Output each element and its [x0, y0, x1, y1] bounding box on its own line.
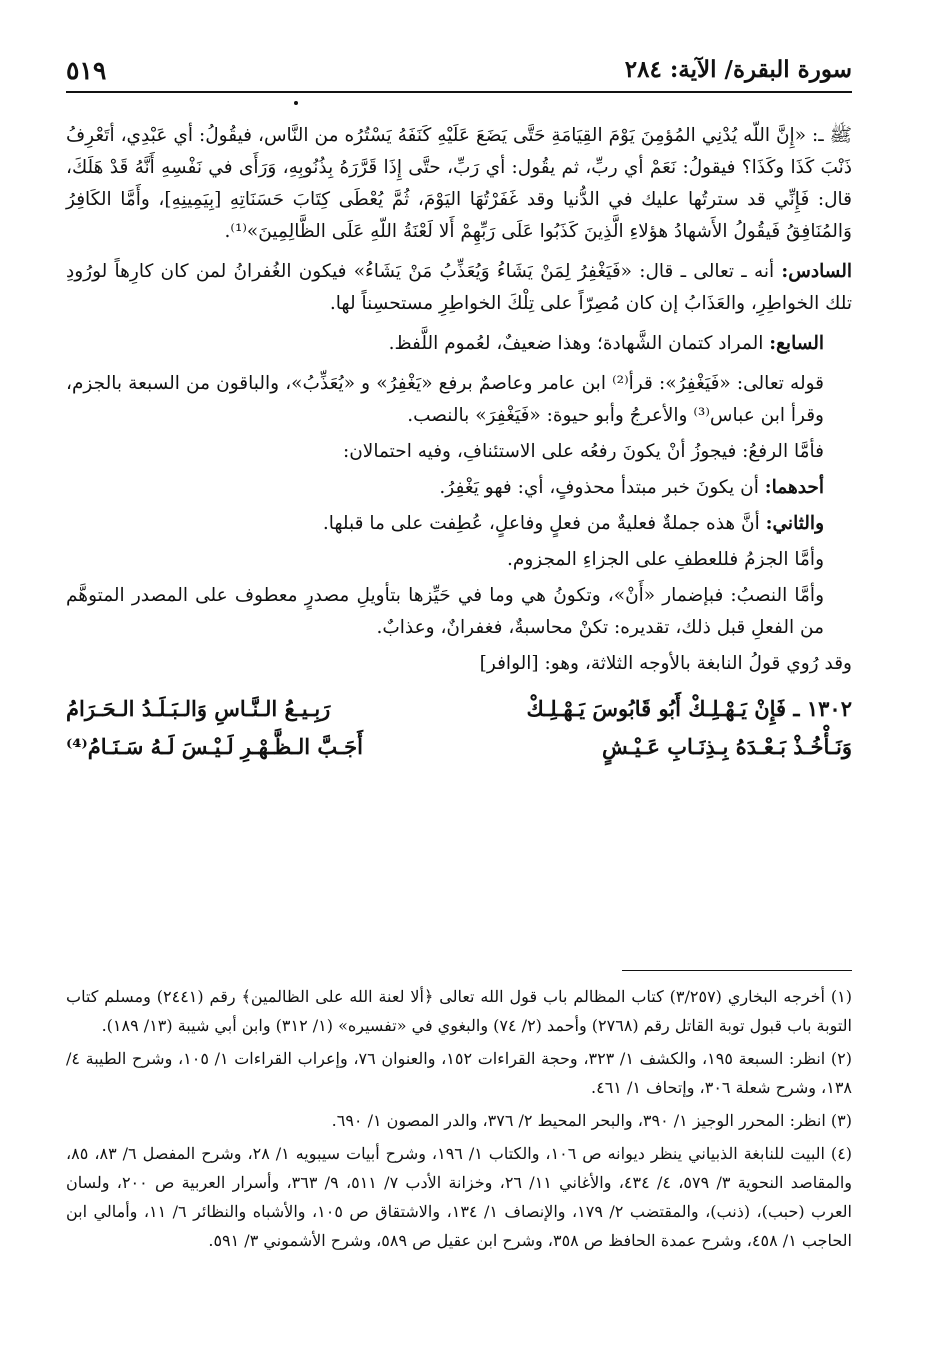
page-number: ٥١٩ — [66, 56, 107, 85]
paragraph-second — [66, 508, 852, 540]
paragraph-nasb: وأمَّا النصبُ: فبإضمار «أَنْ»، وتكونُ هي وما في حَيِّزها بتأويلِ مصدرٍ معطوف على المصدر المتوهَّم من الفعلِ قبل ذلك، تقديره: تكنْ محاسبةٌ، فغفرانٌ، وعذابٌ. — [66, 585, 824, 638]
decorative-dot — [294, 101, 298, 105]
paragraph-raf: فأمَّا الرفعُ: فيجوزُ أنْ يكونَ رفعُه على الاستئنافِ، وفيه احتمالان: — [342, 441, 824, 462]
footnote: (٣) انظر: المحرر الوجيز ١/ ٣٩٠، والبحر المحيط ٢/ ٣٧٦، والدر المصون ١/ ٦٩٠. — [331, 1111, 852, 1130]
paragraph-body: أنه ـ تعالى ـ قال: «فَيَغْفِرُ لِمَنْ يَشَاءُ وَيُعَذِّبُ مَنْ يَشَاءُ» فيكون الغُفرانُ لمن كان كارِهاً لورُودِ تلك الخواطِرِ، والعَذَابُ إن كان مُصِرّاً على تِلْكَ الخواطِرِ مستحسِناً لها. — [66, 261, 852, 314]
paragraph-lead: السابع: — [769, 333, 824, 354]
verse-first-hemistich: ١٣٠٢ ـ فَإِنْ يَـهْـلِـكْ أَبُو قَابُوسَ يَـهْـلِـكْ — [526, 696, 852, 721]
verse-first-hemistich: وَنَـأْخُـذْ بَـعْـدَهُ بِـذِنَـابِ عَـيْـشٍ — [601, 734, 852, 759]
verse-second-hemistich: أَجَـبَّ الـظَّـهْـرِ لَـيْـسَ لَـهُ سَـنَـامُ⁽⁴⁾ — [66, 734, 363, 759]
paragraph-lead: أحدهما: — [764, 477, 824, 498]
footnote-rule — [622, 970, 852, 971]
footnote: (٢) انظر: السبعة ١٩٥، والكشف ١/ ٣٢٣، وحجة القراءات ١٥٢، والعنوان ٧٦، وإعراب القراءات ١/ ١٠٥، وشرح الطيبة ٤/ ١٣٨، وشرح شعلة ٣٠٦، وإتحاف ١/ ٤٦١. — [66, 1049, 852, 1097]
footnotes — [66, 982, 852, 1259]
verse-line — [66, 728, 852, 766]
verse-second-hemistich: رَبِـيـعُ الـنَّـاسِ وَالـبَـلَـدُ الـحَـرَامُ — [66, 696, 331, 721]
paragraph-readings: قوله تعالى: «فَيَغْفِرُ»: قرأ⁽²⁾ ابن عامر وعاصمٌ برفع «يَغْفِرُ» و «يُعَذِّبُ»، والباقون من السبعة بالجزم، وقرأ ابن عباس⁽³⁾ والأعرجُ وأبو حيوة: «فَيَغْفِرَ» بالنصب. — [66, 373, 825, 426]
footnote: (٤) البيت للنابغة الذبياني ينظر ديوانه ص ١٠٦، والكتاب ١/ ١٩٦، وشرح أبيات سيبويه ١/ ٢٨، وشرح المفصل ٦/ ٨٣، ٨٥، والمقاصد النحوية ٣/ ٥٧٩، ٤/ ٤٣٤، والأغاني ١١/ ٢٦، وخزانة الأدب ٧/ ٥١١، ٩/ ٣٦٣، وأسرار العربية ص ٢٠٠، ولسان العرب (حبب)، (ذنب)، والمقتضب ٢/ ١٧٩، والإنصاف ١/ ١٣٤، والاشتقاق ص ١٠٥، والأشباه والنظائر ٦/ ١١، وأمالي ابن الحاجب ١/ ٤٥٨، وشرح عمدة الحافظ ص ٣٥٨، وشرح ابن عقيل ص ٥٨٩، وشرح الأشموني ٣/ ٥٩١. — [66, 1144, 853, 1250]
verse-line — [66, 690, 852, 728]
paragraph-body: أن يكونَ خبر مبتدأ محذوفٍ، أي: فهو يَغْفِرُ. — [439, 477, 765, 498]
paragraph-body: أنَّ هذه جملةٌ فعليةٌ من فعلٍ وفاعلٍ، عُطِفت على ما قبلها. — [322, 513, 766, 534]
main-text — [66, 120, 852, 766]
paragraph-hadith: ﷺ ـ: «إِنَّ اللّه يُدْنِي المُؤمِنَ يَوْمَ القِيَامَةِ حَتَّى يَضَعَ عَلَيْهِ كَنَفَهُ يَسْتُرُه من النَّاس، فيقُولُ: أي عَبْدِي، أتَعْرِفُ ذَنْبَ كَذَا وكَذَا؟ فيقولُ: نَعَمْ أي ربِّ، ثم يقُول: أي رَبِّ، حتَّى إِذَا قَرَّرَهُ بِذُنُوبِهِ، وَرَأَى في نَفْسِهِ أَنَّهُ قَدْ هَلَكَ، قال: فَإِنِّي قد سترتُها عليك في الدُّنيا وقد غَفَرْتُهَا اليَوْمَ، ثُمَّ يُعْطَى كِتَابَ حَسَنَاتِهِ [بِيَمِينِهِ]، وأَمَّا الكَافِرُ وَالمُنَافِقُ فَيقُولُ الأَشهادُ هؤلاءِ الَّذِينَ كَذَبُوا عَلَى رَبِّهِمْ أَلا لَعْنَةُ اللّهِ عَلَى الظَّالِمِينَ»⁽¹⁾. — [66, 125, 852, 242]
paragraph-jazm: وأمَّا الجزمُ فللعطفِ على الجزاءِ المجزوم. — [507, 549, 824, 570]
header-rule — [66, 91, 852, 93]
footnote: (١) أخرجه البخاري (٣/٢٥٧) كتاب المظالم باب قول الله تعالى ﴿ألا لعنة الله على الظالمين﴾ رقم (٢٤٤١) ومسلم كتاب التوبة باب قبول توبة القاتل رقم (٢٧٦٨) وأحمد (٢/ ٧٤) والبغوي في «تفسيره» (١/ ٣١٢) وابن أبي شيبة (١٣/ ١٨٩). — [66, 987, 853, 1035]
paragraph-lead: السادس: — [781, 261, 852, 282]
surah-title: سورة البقرة/ الآية: ٢٨٤ — [624, 56, 852, 83]
paragraph-first — [66, 472, 852, 504]
page-header — [66, 56, 852, 90]
poem — [66, 690, 852, 766]
paragraph-sixth — [66, 256, 852, 320]
paragraph-seventh — [66, 328, 852, 360]
paragraph-body: المراد كتمان الشَّهادة؛ وهذا ضعيفٌ، لعُموم اللَّفظ. — [388, 333, 770, 354]
paragraph-lead: والثاني: — [765, 513, 824, 534]
paragraph-nabigha: وقد رُوي قولُ النابغة بالأوجه الثلاثة، وهو: [الوافر] — [479, 653, 852, 674]
